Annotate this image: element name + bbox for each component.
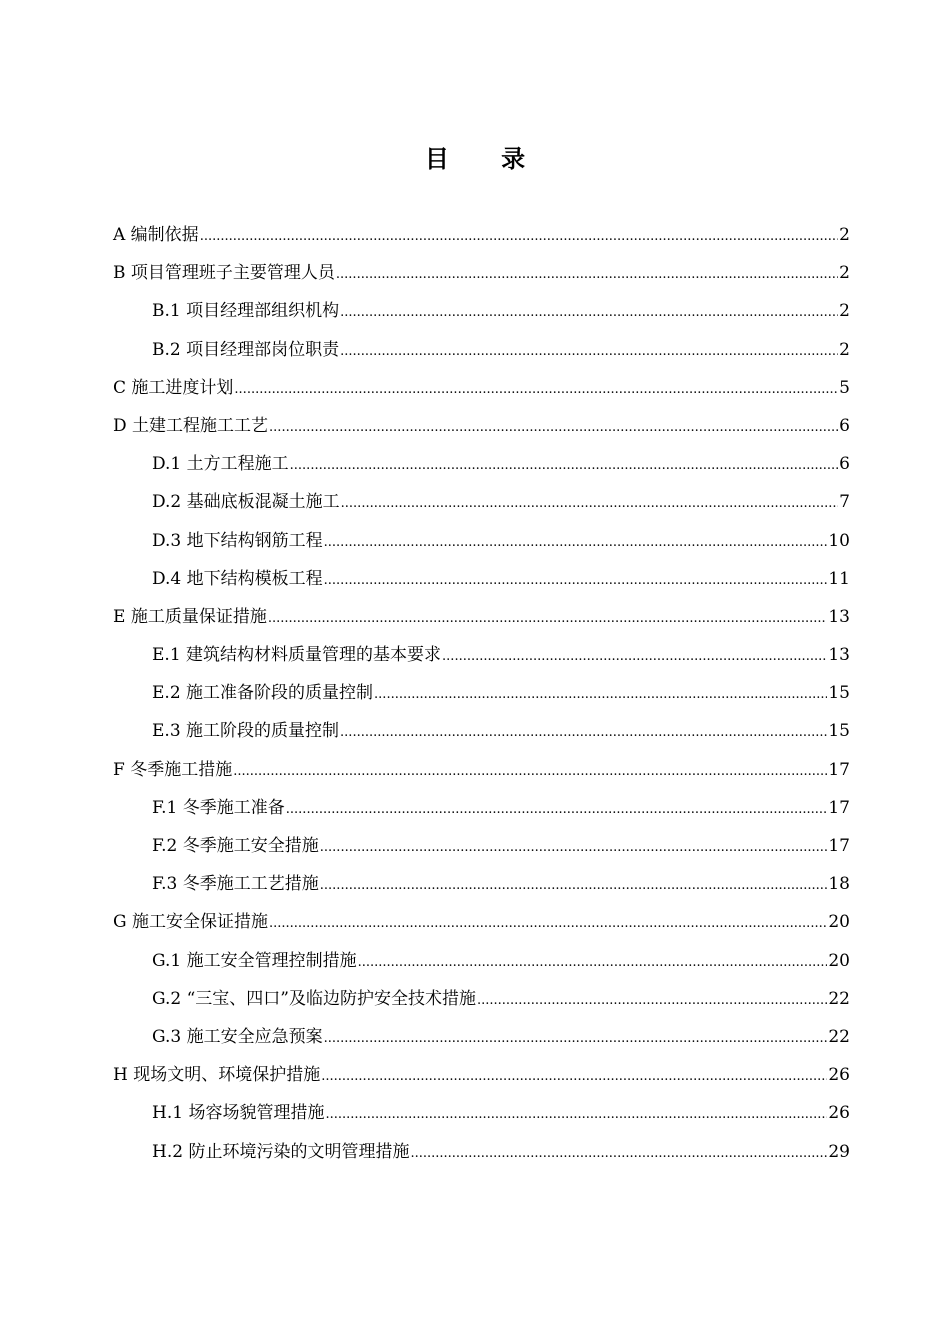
toc-entry-page-number: 7 <box>839 492 850 513</box>
toc-entry-page-number: 17 <box>828 797 850 818</box>
toc-dot-leader <box>374 676 827 714</box>
toc-dot-leader <box>233 753 827 791</box>
toc-entry[interactable] <box>113 865 850 903</box>
toc-entry[interactable] <box>113 1133 850 1171</box>
toc-dot-leader <box>234 371 838 409</box>
toc-entry-label: B 项目管理班子主要管理人员 <box>113 263 335 284</box>
toc-entry-page-number: 17 <box>828 759 850 780</box>
toc-entry[interactable] <box>113 254 850 292</box>
toc-dot-leader <box>477 982 827 1020</box>
toc-entry[interactable] <box>113 445 850 483</box>
toc-entry[interactable] <box>113 292 850 330</box>
toc-entry-page-number: 20 <box>828 950 850 971</box>
toc-entry-page-number: 20 <box>828 912 850 933</box>
toc-dot-leader <box>324 524 828 562</box>
toc-dot-leader <box>286 791 828 829</box>
toc-entry[interactable] <box>113 483 850 521</box>
toc-dot-leader <box>341 485 839 523</box>
toc-entry-label: H.2 防止环境污染的文明管理措施 <box>152 1141 410 1162</box>
toc-entry[interactable] <box>113 674 850 712</box>
toc-entry-page-number: 6 <box>839 415 850 436</box>
toc-entry-label: F.2 冬季施工安全措施 <box>152 836 319 856</box>
toc-entry[interactable] <box>113 751 850 789</box>
toc-entry-label: D.3 地下结构钢筋工程 <box>152 530 323 551</box>
toc-entry[interactable] <box>113 331 850 369</box>
toc-entry-page-number: 29 <box>828 1141 850 1162</box>
toc-entry-page-number: 15 <box>828 683 850 704</box>
toc-entry-label: A 编制依据 <box>113 225 199 245</box>
toc-dot-leader <box>200 218 838 256</box>
toc-entry-page-number: 5 <box>839 377 850 398</box>
toc-entry-page-number: 2 <box>839 339 850 360</box>
toc-entry-label: B.1 项目经理部组织机构 <box>152 301 340 322</box>
toc-dot-leader <box>324 1020 828 1058</box>
toc-entry[interactable] <box>113 407 850 445</box>
toc-entry-page-number: 13 <box>828 645 850 666</box>
toc-entry-label: G 施工安全保证措施 <box>113 912 268 933</box>
toc-entry-label: B.2 项目经理部岗位职责 <box>152 339 340 360</box>
toc-entry-label: G.1 施工安全管理控制措施 <box>152 950 357 971</box>
toc-entry[interactable] <box>113 827 850 865</box>
toc-entry[interactable] <box>113 942 850 980</box>
toc-entry-page-number: 22 <box>828 988 850 1009</box>
toc-entry-label: H.1 场容场貌管理措施 <box>152 1103 325 1124</box>
toc-entry-page-number: 13 <box>828 606 850 627</box>
toc-entry-page-number: 26 <box>828 1103 850 1124</box>
toc-entry-label: D 土建工程施工工艺 <box>113 415 269 436</box>
toc-dot-leader <box>325 1096 827 1134</box>
toc-entry-page-number: 2 <box>839 225 850 245</box>
toc-dot-leader <box>340 333 838 371</box>
toc-entry[interactable] <box>113 216 850 254</box>
toc-entry[interactable] <box>113 522 850 560</box>
toc-entry-page-number: 2 <box>839 263 850 284</box>
toc-entry-label: F 冬季施工措施 <box>113 759 233 780</box>
toc-entry[interactable] <box>113 598 850 636</box>
toc-dot-leader <box>340 294 838 332</box>
toc-entry-label: G.3 施工安全应急预案 <box>152 1026 323 1047</box>
toc-entry[interactable] <box>113 1094 850 1132</box>
toc-entry-page-number: 22 <box>828 1026 850 1047</box>
toc-title: 目 录 <box>424 144 548 173</box>
toc-entry-label: H 现场文明、环境保护措施 <box>113 1065 321 1086</box>
toc-dot-leader <box>290 447 839 485</box>
toc-dot-leader <box>269 409 838 447</box>
toc-entry[interactable] <box>113 712 850 750</box>
toc-entry[interactable] <box>113 1018 850 1056</box>
toc-dot-leader <box>358 944 828 982</box>
toc-entry[interactable] <box>113 369 850 407</box>
toc-entry-label: E.3 施工阶段的质量控制 <box>152 721 340 742</box>
toc-entry-label: F.1 冬季施工准备 <box>152 797 285 818</box>
toc-entry[interactable] <box>113 1056 850 1094</box>
toc-dot-leader <box>340 714 827 752</box>
toc-entry-page-number: 2 <box>839 301 850 322</box>
toc-entry-page-number: 18 <box>828 874 850 895</box>
toc-entry[interactable] <box>113 636 850 674</box>
toc-dot-leader <box>410 1135 827 1173</box>
toc-entry-page-number: 10 <box>828 530 850 551</box>
toc-entry-label: G.2 “三宝、四口”及临边防护安全技术措施 <box>152 988 476 1009</box>
toc-entry-label: E.1 建筑结构材料质量管理的基本要求 <box>152 645 442 666</box>
toc-dot-leader <box>321 1058 827 1096</box>
toc-entry[interactable] <box>113 903 850 941</box>
toc-list <box>113 216 850 1171</box>
toc-entry-page-number: 17 <box>828 836 850 856</box>
toc-dot-leader <box>320 867 828 905</box>
toc-entry[interactable] <box>113 560 850 598</box>
toc-entry[interactable] <box>113 789 850 827</box>
toc-dot-leader <box>336 256 838 294</box>
toc-dot-leader <box>269 905 827 943</box>
toc-dot-leader <box>268 600 828 638</box>
toc-entry-label: F.3 冬季施工工艺措施 <box>152 874 319 895</box>
toc-dot-leader <box>320 829 828 867</box>
toc-entry-label: D.2 基础底板混凝土施工 <box>152 492 340 513</box>
toc-entry-page-number: 15 <box>828 721 850 742</box>
toc-entry-page-number: 11 <box>828 568 850 589</box>
toc-dot-leader <box>442 638 827 676</box>
toc-entry-label: D.1 土方工程施工 <box>152 454 289 475</box>
toc-entry[interactable] <box>113 980 850 1018</box>
toc-entry-page-number: 6 <box>839 454 850 475</box>
toc-entry-page-number: 26 <box>828 1065 850 1086</box>
toc-entry-label: E 施工质量保证措施 <box>113 606 267 627</box>
toc-dot-leader <box>324 562 828 600</box>
toc-entry-label: E.2 施工准备阶段的质量控制 <box>152 683 374 704</box>
toc-entry-label: C 施工进度计划 <box>113 377 234 398</box>
toc-entry-label: D.4 地下结构模板工程 <box>152 568 323 589</box>
